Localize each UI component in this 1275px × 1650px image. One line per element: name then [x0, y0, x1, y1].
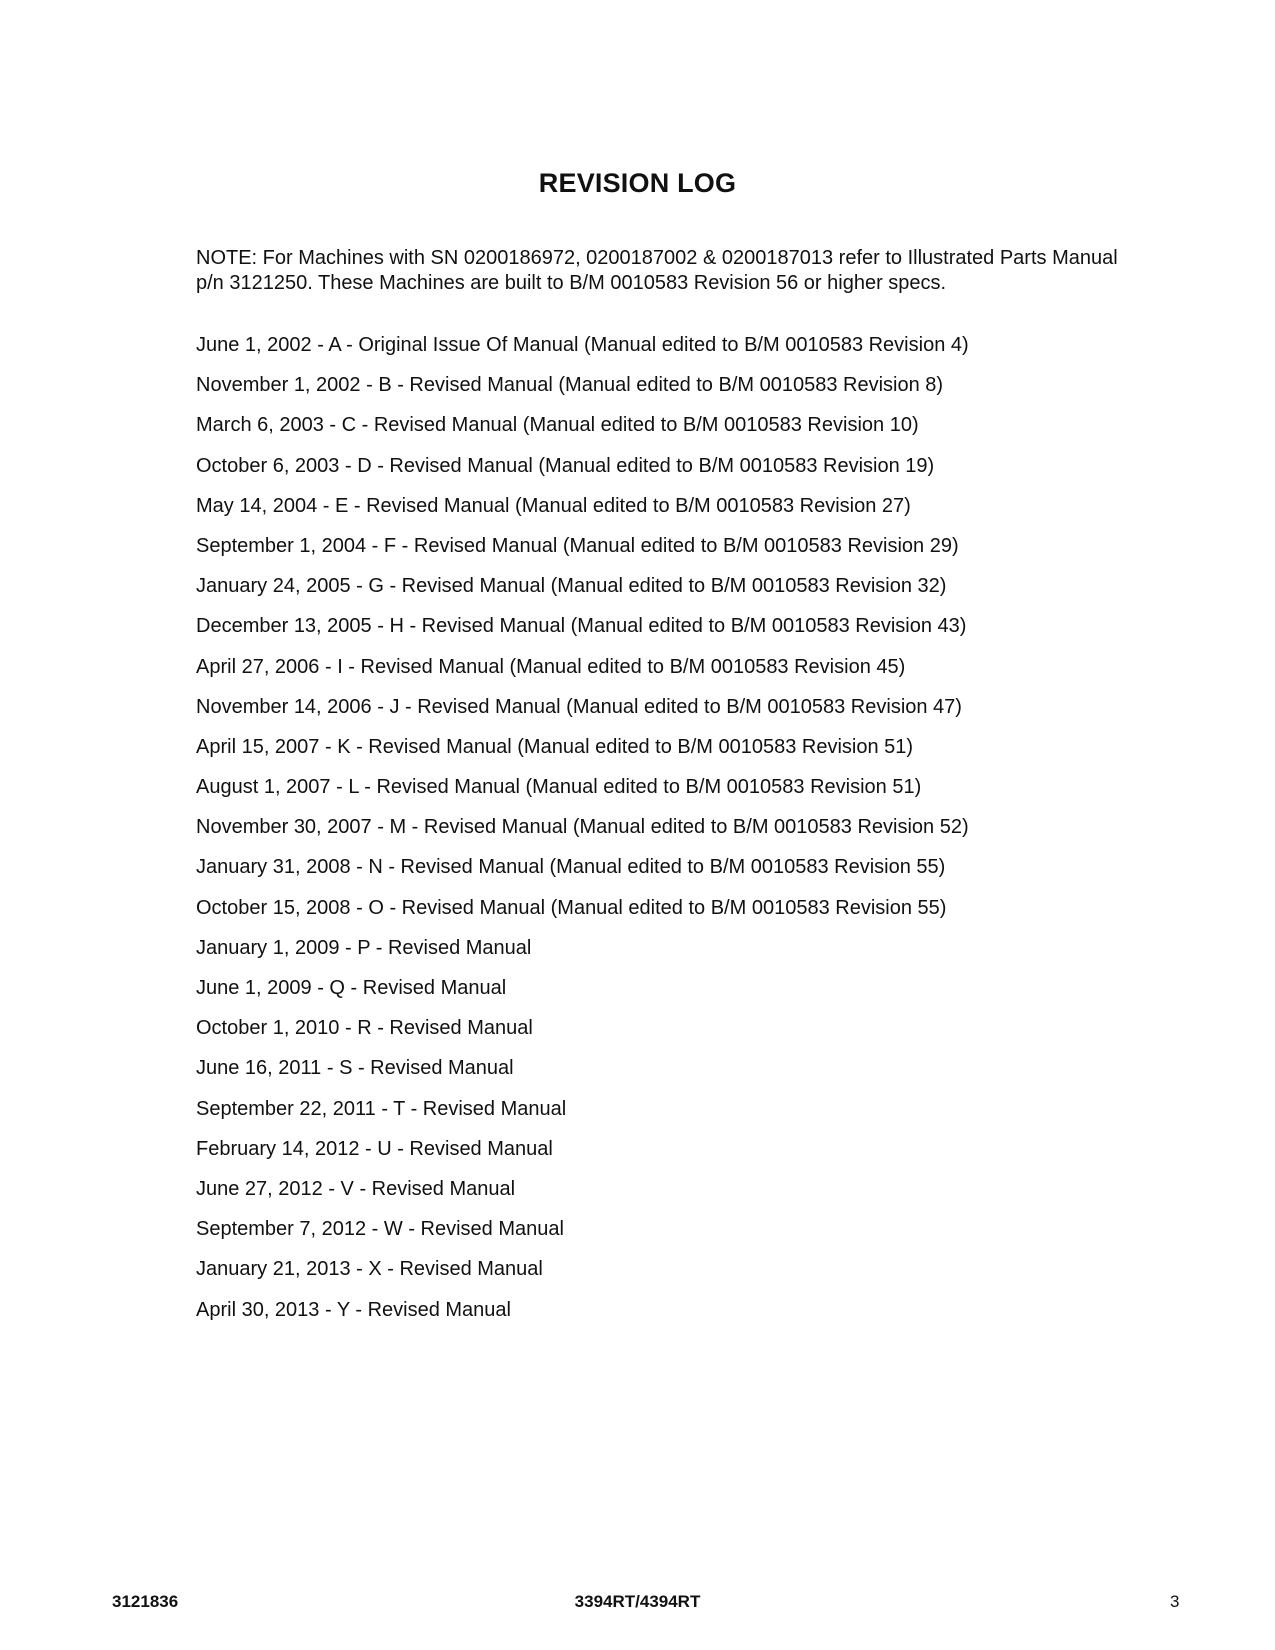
revision-entry: November 30, 2007 - M - Revised Manual (Manual edited to B/M 0010583 Revision 52) [196, 816, 969, 839]
model-name: 3394RT/4394RT [574, 1592, 701, 1611]
revision-entry: November 1, 2002 - B - Revised Manual (Manual edited to B/M 0010583 Revision 8) [196, 374, 944, 397]
page-number: 3 [1170, 1592, 1180, 1611]
revision-entry: April 30, 2013 - Y - Revised Manual [196, 1298, 511, 1321]
revision-entry: November 14, 2006 - J - Revised Manual (Manual edited to B/M 0010583 Revision 47) [196, 695, 962, 718]
revision-entry: January 31, 2008 - N - Revised Manual (Manual edited to B/M 0010583 Revision 55) [196, 856, 946, 879]
revision-entry: October 6, 2003 - D - Revised Manual (Manual edited to B/M 0010583 Revision 19) [196, 454, 935, 477]
revision-entry: February 14, 2012 - U - Revised Manual [196, 1137, 553, 1160]
revision-entry: April 27, 2006 - I - Revised Manual (Manual edited to B/M 0010583 Revision 45) [196, 655, 906, 678]
revision-entry: April 15, 2007 - K - Revised Manual (Manual edited to B/M 0010583 Revision 51) [196, 735, 914, 758]
revision-list [196, 332, 1096, 1337]
revision-entry: June 16, 2011 - S - Revised Manual [196, 1057, 514, 1080]
revision-entry: January 24, 2005 - G - Revised Manual (Manual edited to B/M 0010583 Revision 32) [196, 575, 947, 598]
revision-entry: September 7, 2012 - W - Revised Manual [196, 1218, 564, 1241]
revision-entry: January 21, 2013 - X - Revised Manual [196, 1258, 543, 1281]
manual-part-number: 3121836 [112, 1592, 179, 1611]
revision-entry: October 1, 2010 - R - Revised Manual [196, 1017, 533, 1040]
revision-entry: October 15, 2008 - O - Revised Manual (Manual edited to B/M 0010583 Revision 55) [196, 896, 947, 919]
revision-entry: June 1, 2009 - Q - Revised Manual [196, 977, 507, 999]
page-footer [0, 1592, 1275, 1616]
revision-entry: June 27, 2012 - V - Revised Manual [196, 1177, 516, 1200]
revision-entry: September 22, 2011 - T - Revised Manual [196, 1097, 567, 1120]
page-title: REVISION LOG [538, 168, 737, 198]
revision-entry: June 1, 2002 - A - Original Issue Of Manual (Manual edited to B/M 0010583 Revision 4) [196, 334, 969, 356]
machine-note: NOTE: For Machines with SN 0200186972, 0200187002 & 0200187013 refer to Illustrated Parts Manual p/n 3121250. These Machines are built to B/M 0010583 Revision 56 or higher specs. [196, 247, 1118, 294]
revision-entry: March 6, 2003 - C - Revised Manual (Manual edited to B/M 0010583 Revision 10) [196, 414, 919, 437]
revision-entry: September 1, 2004 - F - Revised Manual (Manual edited to B/M 0010583 Revision 29) [196, 534, 959, 557]
revision-entry: August 1, 2007 - L - Revised Manual (Manual edited to B/M 0010583 Revision 51) [196, 776, 922, 799]
revision-entry: December 13, 2005 - H - Revised Manual (Manual edited to B/M 0010583 Revision 43) [196, 615, 967, 638]
revision-entry: May 14, 2004 - E - Revised Manual (Manual edited to B/M 0010583 Revision 27) [196, 494, 911, 517]
revision-entry: January 1, 2009 - P - Revised Manual [196, 936, 532, 959]
